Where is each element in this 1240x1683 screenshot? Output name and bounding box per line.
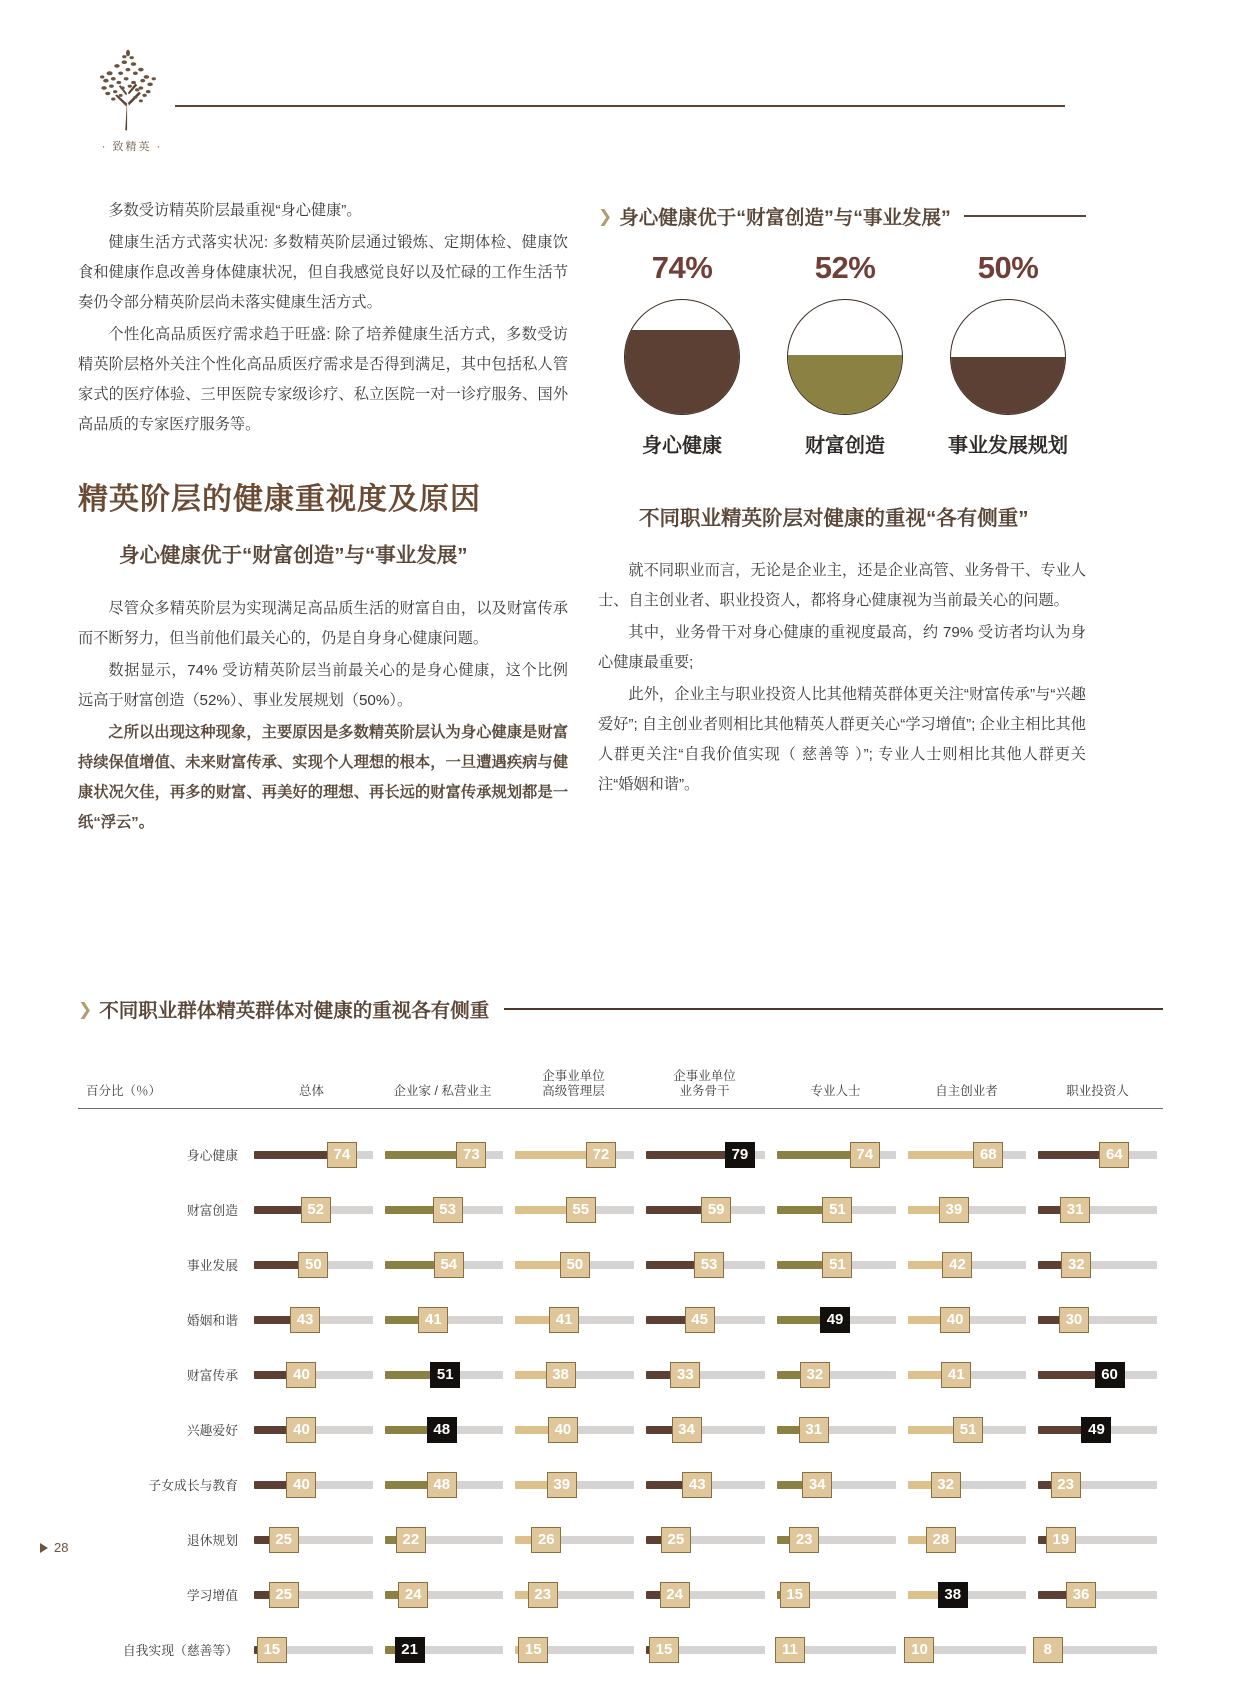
value-chip-wrap (672, 1417, 702, 1443)
value-chip-wrap (1051, 1472, 1081, 1498)
value-chip: 40 (286, 1417, 316, 1443)
bar-cell (248, 1472, 379, 1498)
paragraph: 多数受访精英阶层最重视“身心健康”。 (108, 202, 362, 219)
bar-cell (248, 1252, 379, 1278)
circle-label: 财富创造 (805, 435, 885, 457)
value-chip: 50 (560, 1252, 590, 1278)
bar-cell (902, 1307, 1033, 1333)
bar-cell (248, 1197, 379, 1223)
value-chip-wrap (820, 1307, 850, 1333)
value-chip-wrap (286, 1472, 316, 1498)
row-label: 财富传承 (186, 1368, 238, 1383)
bar-cell (379, 1197, 510, 1223)
value-chip-wrap (528, 1582, 558, 1608)
value-chip-highlight: 21 (395, 1637, 425, 1663)
bar-cell (248, 1527, 379, 1553)
header-divider (175, 105, 1065, 107)
row-label: 身心健康 (186, 1148, 238, 1163)
brand-logo (82, 42, 182, 154)
value-chip-wrap (660, 1582, 690, 1608)
value-chip-highlight: 48 (427, 1417, 457, 1443)
circle-gauge (787, 299, 903, 415)
value-chip: 32 (1061, 1252, 1091, 1278)
row-label: 财富创造 (186, 1203, 238, 1218)
bar-cell (509, 1582, 640, 1608)
bar-cell (771, 1472, 902, 1498)
value-chip: 34 (672, 1417, 702, 1443)
bar-cell (1032, 1582, 1163, 1608)
value-chip-wrap (290, 1307, 320, 1333)
chevron-right-icon: ❯ (78, 999, 93, 1019)
value-chip: 30 (1059, 1307, 1089, 1333)
paragraph-emphasis: 之所以出现这种现象，主要原因是多数精英阶层认为身心健康是财富持续保值增值、未来财富传承、实现个人理想的根本，一旦遭遇疾病与健康状况欠佳，再多的财富、再美好的理想、再长远的财富传承规划都是一纸“浮云”。 (78, 724, 568, 831)
value-chip-wrap (1059, 1307, 1089, 1333)
value-chip-wrap (775, 1637, 805, 1663)
value-chip-wrap (789, 1527, 819, 1553)
chart-title: 不同职业群体精英群体对健康的重视各有侧重 (99, 1000, 490, 1022)
value-chip-wrap (926, 1527, 956, 1553)
circle-item (775, 250, 915, 458)
bar-cell (640, 1142, 771, 1168)
value-chip-wrap (822, 1252, 852, 1278)
value-chip-wrap (427, 1472, 457, 1498)
bar-cell (902, 1637, 1033, 1663)
left-column (78, 196, 568, 840)
bar-cell (771, 1527, 902, 1553)
value-chip: 50 (298, 1252, 328, 1278)
value-chip: 73 (456, 1142, 486, 1168)
value-chip: 45 (685, 1307, 715, 1333)
value-chip-wrap (780, 1582, 810, 1608)
paragraph: 尽管众多精英阶层为实现满足高品质生活的财富自由，以及财富传承而不断努力，但当前他们最关心的，仍是自身身心健康问题。 (78, 600, 568, 647)
row-label: 兴趣爱好 (186, 1423, 238, 1438)
comparison-table (78, 1069, 1163, 1677)
value-chip: 23 (789, 1527, 819, 1553)
bar-cell (248, 1637, 379, 1663)
value-chip-wrap (298, 1252, 328, 1278)
bar-cell (902, 1197, 1033, 1223)
bar-cell (379, 1307, 510, 1333)
value-chip-wrap (286, 1362, 316, 1388)
value-chip: 24 (660, 1582, 690, 1608)
paragraph: 此外，企业主与职业投资人比其他精英群体更关注“财富传承”与“兴趣爱好”; 自主创业者则相比其他精英人群更关心“学习增值”; 企业主相比其他人群更关注“自我价值实现（ 慈善等 ）”; 专业人士则相比其他人群更关注“婚姻和谐”。 (598, 686, 1086, 793)
value-chip-wrap (725, 1142, 755, 1168)
bar-cell (248, 1417, 379, 1443)
value-chip-wrap (560, 1252, 590, 1278)
column-header-unit: 百分比（％） (86, 1084, 162, 1098)
value-chip: 55 (566, 1197, 596, 1223)
bar-cell (509, 1637, 640, 1663)
value-chip-wrap (973, 1142, 1003, 1168)
table-row (78, 1567, 1163, 1622)
bar-cell (1032, 1637, 1163, 1663)
bar-cell (771, 1197, 902, 1223)
bar-cell (771, 1252, 902, 1278)
value-chip-wrap (670, 1362, 700, 1388)
bar-cell (1032, 1197, 1163, 1223)
value-chip: 54 (434, 1252, 464, 1278)
value-chip-highlight: 49 (1081, 1417, 1111, 1443)
value-chip: 15 (518, 1637, 548, 1663)
value-chip: 68 (973, 1142, 1003, 1168)
value-chip: 32 (800, 1362, 830, 1388)
column-header: 企事业单位 业务骨干 (673, 1069, 736, 1098)
value-chip-wrap (269, 1527, 299, 1553)
bar-cell (1032, 1417, 1163, 1443)
value-chip-wrap (931, 1472, 961, 1498)
value-chip-wrap (694, 1252, 724, 1278)
value-chip-wrap (418, 1307, 448, 1333)
page-number: 28 (54, 1540, 69, 1555)
bar-cell (902, 1142, 1033, 1168)
value-chip-wrap (1066, 1582, 1096, 1608)
bar-cell (902, 1252, 1033, 1278)
value-chip-wrap (548, 1417, 578, 1443)
circle-label: 事业发展规划 (948, 435, 1068, 457)
row-label: 自我实现（慈善等） (122, 1643, 238, 1658)
value-chip-wrap (938, 1582, 968, 1608)
right-column (598, 196, 1086, 802)
bar-cell (379, 1527, 510, 1553)
chart-header (78, 995, 1163, 1023)
value-chip: 40 (548, 1417, 578, 1443)
bar-cell (1032, 1527, 1163, 1553)
row-label: 退休规划 (186, 1533, 238, 1548)
bar-cell (248, 1307, 379, 1333)
value-chip: 25 (661, 1527, 691, 1553)
value-chip-wrap (661, 1527, 691, 1553)
value-chip: 10 (904, 1637, 934, 1663)
bar-cell (248, 1142, 379, 1168)
circle-gauge (624, 299, 740, 415)
value-chip: 43 (682, 1472, 712, 1498)
circle-label: 身心健康 (642, 435, 722, 457)
value-chip: 15 (257, 1637, 287, 1663)
page-footer (40, 1540, 68, 1555)
value-chip-wrap (904, 1637, 934, 1663)
column-header: 职业投资人 (1066, 1084, 1129, 1098)
section-title: 精英阶层的健康重视度及原因 (78, 483, 481, 516)
bar-cell (509, 1417, 640, 1443)
value-chip-wrap (939, 1197, 969, 1223)
value-chip: 25 (269, 1582, 299, 1608)
circle-percent: 52% (814, 250, 876, 285)
table-row (78, 1347, 1163, 1402)
bar-cell (640, 1582, 771, 1608)
table-row (78, 1127, 1163, 1182)
circles-chart-header (598, 202, 1086, 230)
value-chip: 26 (531, 1527, 561, 1553)
value-chip: 59 (701, 1197, 731, 1223)
bar-cell (640, 1252, 771, 1278)
bar-cell (1032, 1472, 1163, 1498)
bar-cell (379, 1142, 510, 1168)
paragraph: 健康生活方式落实状况: 多数精英阶层通过锻炼、定期体检、健康饮食和健康作息改善身体健康状况，但自我感觉良好以及忙碌的工作生活节奏仍令部分精英阶层尚未落实健康生活方式。 (78, 234, 568, 311)
row-label: 事业发展 (186, 1258, 238, 1273)
value-chip-wrap (531, 1527, 561, 1553)
section-subtitle: 不同职业精英阶层对健康的重视“各有侧重” (639, 507, 1029, 530)
row-label: 婚姻和谐 (186, 1313, 238, 1328)
bar-cell (379, 1252, 510, 1278)
table-row (78, 1402, 1163, 1457)
paragraph: 个性化高品质医疗需求趋于旺盛: 除了培养健康生活方式，多数受访精英阶层格外关注个性化高品质医疗需求是否得到满足，其中包括私人管家式的医疗体验、三甲医院专家级诊疗、私立医院一对一诊疗服务、国外高品质的专家医疗服务等。 (78, 326, 568, 433)
value-chip: 41 (418, 1307, 448, 1333)
value-chip-wrap (398, 1582, 428, 1608)
bar-cell (248, 1362, 379, 1388)
bar-cell (1032, 1142, 1163, 1168)
value-chip-wrap (566, 1197, 596, 1223)
column-header: 企事业单位 高级管理层 (542, 1069, 605, 1098)
value-chip: 25 (269, 1527, 299, 1553)
bar-cell (902, 1527, 1033, 1553)
column-header: 专业人士 (810, 1084, 861, 1098)
value-chip-wrap (327, 1142, 357, 1168)
value-chip-wrap (301, 1197, 331, 1223)
value-chip-wrap (286, 1417, 316, 1443)
bar-cell (640, 1527, 771, 1553)
value-chip-wrap (1046, 1527, 1076, 1553)
bar-cell (640, 1472, 771, 1498)
value-chip-highlight: 51 (430, 1362, 460, 1388)
bar-cell (902, 1472, 1033, 1498)
value-chip: 41 (941, 1362, 971, 1388)
value-chip: 19 (1046, 1527, 1076, 1553)
page-header (0, 0, 1240, 185)
value-chip: 53 (433, 1197, 463, 1223)
bar-cell (509, 1142, 640, 1168)
chart-section (78, 995, 1163, 1677)
bar-cell (509, 1307, 640, 1333)
paragraph: 数据显示，74% 受访精英阶层当前最关心的是身心健康，这个比例远高于财富创造（52%）、事业发展规划（50%）。 (78, 662, 568, 709)
value-chip-wrap (547, 1472, 577, 1498)
value-chip: 8 (1033, 1637, 1063, 1663)
value-chip: 53 (694, 1252, 724, 1278)
value-chip: 51 (822, 1252, 852, 1278)
value-chip-wrap (802, 1472, 832, 1498)
value-chip: 39 (547, 1472, 577, 1498)
value-chip-wrap (257, 1637, 287, 1663)
value-chip-wrap (1033, 1637, 1063, 1663)
value-chip: 33 (670, 1362, 700, 1388)
value-chip-wrap (1081, 1417, 1111, 1443)
table-row (78, 1237, 1163, 1292)
triangle-icon (40, 1543, 48, 1553)
bar-cell (771, 1142, 902, 1168)
row-label: 子女成长与教育 (148, 1478, 238, 1493)
circle-percent: 74% (651, 250, 713, 285)
value-chip-wrap (430, 1362, 460, 1388)
value-chip: 24 (398, 1582, 428, 1608)
table-row (78, 1457, 1163, 1512)
bar-cell (902, 1362, 1033, 1388)
value-chip: 32 (931, 1472, 961, 1498)
value-chip: 15 (649, 1637, 679, 1663)
value-chip-wrap (822, 1197, 852, 1223)
value-chip: 40 (940, 1307, 970, 1333)
value-chip-wrap (269, 1582, 299, 1608)
value-chip: 15 (780, 1582, 810, 1608)
value-chip: 36 (1066, 1582, 1096, 1608)
chevron-right-icon: ❯ (598, 206, 613, 226)
bar-cell (640, 1417, 771, 1443)
bar-cell (379, 1582, 510, 1608)
value-chip: 31 (1060, 1197, 1090, 1223)
circle-fill (625, 330, 739, 414)
circles-chart (598, 250, 1086, 458)
bar-cell (771, 1417, 902, 1443)
table-row (78, 1292, 1163, 1347)
value-chip: 42 (942, 1252, 972, 1278)
title-rule (504, 1008, 1163, 1010)
value-chip: 51 (953, 1417, 983, 1443)
bar-cell (509, 1527, 640, 1553)
column-header: 自主创业者 (935, 1084, 998, 1098)
value-chip-wrap (586, 1142, 616, 1168)
value-chip-wrap (649, 1637, 679, 1663)
bar-cell (640, 1197, 771, 1223)
circle-fill (951, 357, 1065, 414)
value-chip: 43 (290, 1307, 320, 1333)
paragraph: 其中，业务骨干对身心健康的重视度最高，约 79% 受访者均认为身心健康最重要; (598, 624, 1086, 671)
section-subtitle: 身心健康优于“财富创造”与“事业发展” (119, 544, 468, 567)
bar-cell (640, 1362, 771, 1388)
value-chip: 39 (939, 1197, 969, 1223)
value-chip: 40 (286, 1472, 316, 1498)
table-row (78, 1622, 1163, 1677)
table-row (78, 1512, 1163, 1567)
value-chip-wrap (549, 1307, 579, 1333)
value-chip-wrap (434, 1252, 464, 1278)
value-chip-wrap (456, 1142, 486, 1168)
table-body (78, 1127, 1163, 1677)
value-chip-wrap (850, 1142, 880, 1168)
value-chip: 40 (286, 1362, 316, 1388)
bar-cell (640, 1637, 771, 1663)
logo-caption: · 致精英 · (101, 141, 163, 153)
value-chip-highlight: 38 (938, 1582, 968, 1608)
table-row (78, 1182, 1163, 1237)
value-chip: 48 (427, 1472, 457, 1498)
value-chip-wrap (941, 1362, 971, 1388)
value-chip: 74 (850, 1142, 880, 1168)
value-chip: 41 (549, 1307, 579, 1333)
circle-gauge (950, 299, 1066, 415)
value-chip-wrap (682, 1472, 712, 1498)
bar-cell (771, 1307, 902, 1333)
value-chip: 51 (822, 1197, 852, 1223)
circles-chart-title: 身心健康优于“财富创造”与“事业发展” (619, 207, 951, 229)
bar-cell (509, 1362, 640, 1388)
bar-cell (1032, 1252, 1163, 1278)
bar-cell (640, 1307, 771, 1333)
value-chip-wrap (701, 1197, 731, 1223)
value-chip-highlight: 79 (725, 1142, 755, 1168)
bar-cell (379, 1472, 510, 1498)
value-chip: 23 (528, 1582, 558, 1608)
bar-cell (379, 1417, 510, 1443)
value-chip: 52 (301, 1197, 331, 1223)
bar-cell (509, 1252, 640, 1278)
value-chip-wrap (1060, 1197, 1090, 1223)
value-chip: 23 (1051, 1472, 1081, 1498)
value-chip-wrap (942, 1252, 972, 1278)
value-chip-wrap (800, 1362, 830, 1388)
bar-cell (248, 1582, 379, 1608)
value-chip-wrap (953, 1417, 983, 1443)
value-chip: 11 (775, 1637, 805, 1663)
value-chip: 74 (327, 1142, 357, 1168)
bar-cell (509, 1197, 640, 1223)
bar-cell (771, 1582, 902, 1608)
bar-cell (902, 1417, 1033, 1443)
value-chip-wrap (427, 1417, 457, 1443)
circle-fill (788, 355, 902, 414)
value-chip: 28 (926, 1527, 956, 1553)
bar-cell (379, 1637, 510, 1663)
paragraph: 就不同职业而言，无论是企业主，还是企业高管、业务骨干、专业人士、自主创业者、职业投资人，都将身心健康视为当前最关心的问题。 (598, 562, 1086, 609)
value-chip-wrap (799, 1417, 829, 1443)
value-chip-wrap (546, 1362, 576, 1388)
value-chip: 38 (546, 1362, 576, 1388)
value-chip: 22 (396, 1527, 426, 1553)
circle-item (612, 250, 752, 458)
bar-cell (1032, 1307, 1163, 1333)
value-chip: 64 (1099, 1142, 1129, 1168)
bar-cell (509, 1472, 640, 1498)
bar-cell (379, 1362, 510, 1388)
value-chip-highlight: 49 (820, 1307, 850, 1333)
value-chip-wrap (1095, 1362, 1125, 1388)
row-label: 学习增值 (186, 1588, 238, 1603)
bar-cell (1032, 1362, 1163, 1388)
tree-icon (82, 42, 174, 134)
bar-cell (771, 1362, 902, 1388)
value-chip: 72 (586, 1142, 616, 1168)
value-chip-wrap (396, 1527, 426, 1553)
value-chip-wrap (685, 1307, 715, 1333)
value-chip-wrap (940, 1307, 970, 1333)
value-chip-wrap (1061, 1252, 1091, 1278)
circle-item (938, 250, 1078, 458)
bar-cell (902, 1582, 1033, 1608)
value-chip-wrap (433, 1197, 463, 1223)
column-header: 企业家 / 私营业主 (393, 1084, 492, 1098)
value-chip: 31 (799, 1417, 829, 1443)
title-rule (964, 215, 1086, 217)
value-chip-wrap (1099, 1142, 1129, 1168)
value-chip-highlight: 60 (1095, 1362, 1125, 1388)
table-header-row (78, 1069, 1163, 1109)
circle-percent: 50% (977, 250, 1039, 285)
column-header: 总体 (298, 1084, 324, 1098)
value-chip-wrap (395, 1637, 425, 1663)
bar-cell (771, 1637, 902, 1663)
value-chip-wrap (518, 1637, 548, 1663)
value-chip: 34 (802, 1472, 832, 1498)
